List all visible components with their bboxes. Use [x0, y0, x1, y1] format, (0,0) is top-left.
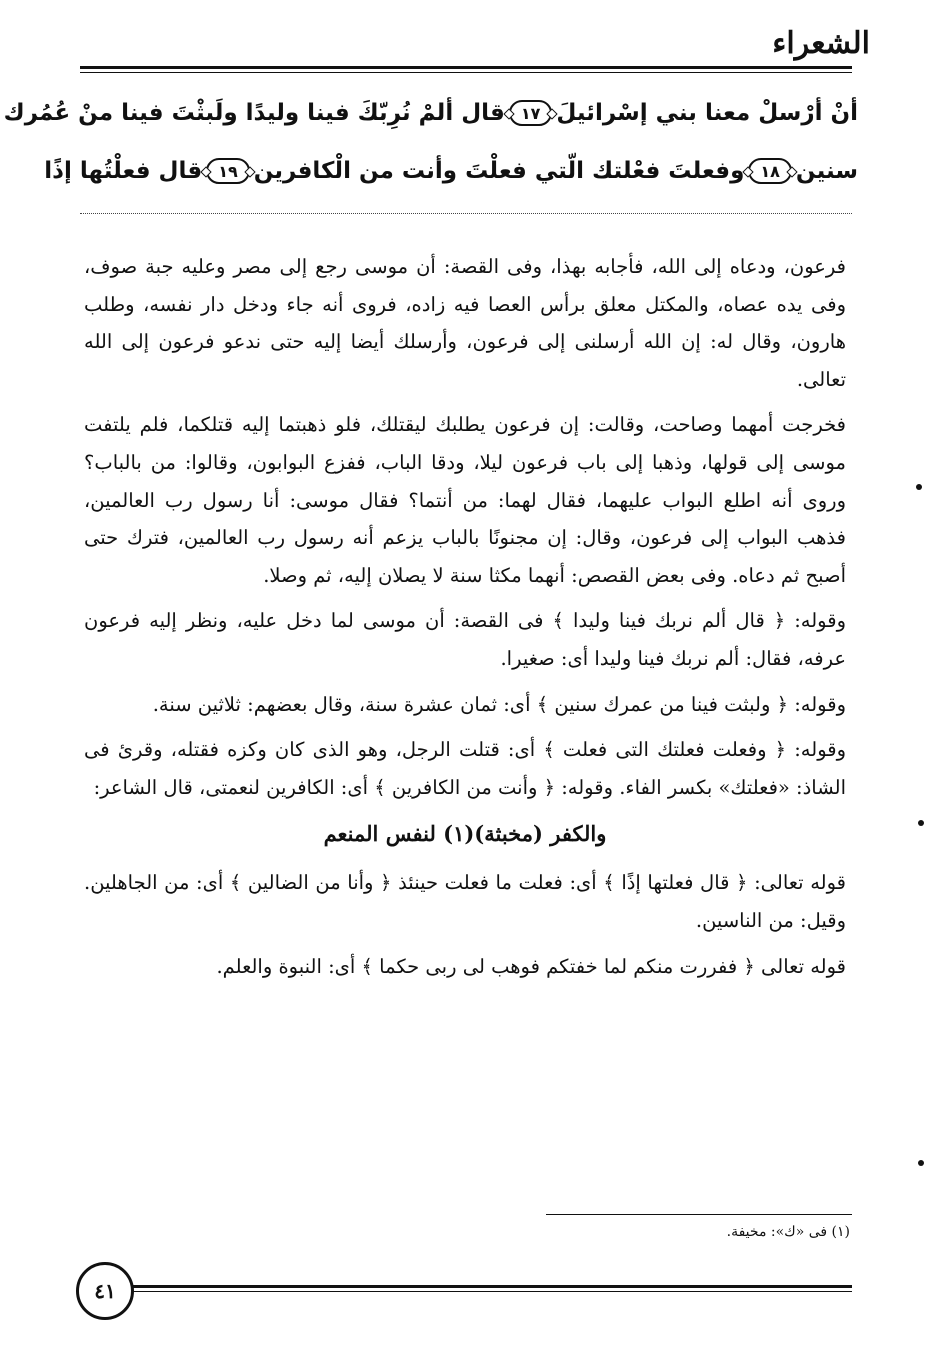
- quran-text: قال فعلْتُها إذًا: [44, 158, 203, 184]
- commentary-paragraph: وقوله: ﴿ قال ألم نربك فينا وليدا ﴾ فى القصة: أن موسى لما دخل عليه، ونظر إليه فرعون عرفه، فقال: ألم نربك فينا وليدا أى: صغيرا.: [84, 609, 846, 670]
- footer-double-rule: [130, 1285, 852, 1292]
- poetry-verse: والكفر (مخبثة)(١) لنفس المنعم: [323, 821, 607, 847]
- surah-title: الشعراء: [772, 26, 870, 61]
- quran-line-2: [44, 142, 858, 200]
- footnote: (١) فى «ك»: مخيفة.: [726, 1224, 850, 1240]
- footnote-rule: [546, 1214, 852, 1215]
- ayah-number-marker: ١٨: [748, 158, 792, 184]
- quran-text-block: [3, 84, 858, 200]
- margin-mark: [918, 1160, 924, 1166]
- quran-text: قال ألمْ نُرِبّكَ فينا وليدًا ولَبثْتَ فينا منْ عُمُرك: [3, 100, 505, 126]
- commentary-paragraph: وقوله: ﴿ ولبثت فينا من عمرك سنين ﴾ أى: ثمان عشرة سنة، وقال بعضهم: ثلاثين سنة.: [152, 692, 846, 716]
- ayah-number-marker: ١٩: [206, 158, 250, 184]
- commentary-paragraph: قوله تعالى ﴿ ففررت منكم لما خفتكم فوهب لى ربى حكما ﴾ أى: النبوة والعلم.: [216, 954, 846, 978]
- header-double-rule: [80, 66, 852, 73]
- commentary-block: [84, 248, 846, 993]
- quran-text: أنْ أرْسلْ معنا بني إسْرائيلَ: [556, 100, 858, 126]
- ayah-number-marker: ١٧: [509, 100, 553, 126]
- margin-mark: [916, 484, 922, 490]
- commentary-paragraph: وقوله: ﴿ وفعلت فعلتك التى فعلت ﴾ أى: قتلت الرجل، وهو الذى كان وكزه فقتله، وقرئ فى الشاذ: «فعلتك» بكسر الفاء. وقوله: ﴿ وأنت من الكافرين ﴾ أى: الكافرين لنعمتى، قال الشاعر:: [84, 738, 846, 799]
- dotted-separator: [80, 213, 852, 214]
- margin-mark: [918, 820, 924, 826]
- quran-text: وفعلتَ فعْلتك الّتي فعلْتَ وأنت من الْكافرين: [253, 158, 745, 184]
- commentary-paragraph: فرعون، ودعاه إلى الله، فأجابه بهذا، وفى القصة: أن موسى رجع إلى مصر وعليه جبة صوف، وفى يده عصاه، والمكتل معلق برأس العصا فيه زاده، فروى أنه جاء ودخل دار نفسه، وطلب هارون، وقال له: إن الله أرسلنى إلى فرعون، وأرسلك أيضا إليه حتى ندعو فرعون إلى الله تعالى.: [84, 255, 847, 391]
- commentary-paragraph: فخرجت أمهما وصاحت، وقالت: إن فرعون يطلبك ليقتلك، فلو ذهبتما إليه قتلكما، فلم يلتفت موسى إلى قولها، وذهبا إلى باب فرعون ليلا، ودقا الباب، ففزع البوابون، وقالوا: من بالباب؟ وروى أنه اطلع البواب عليهما، فقال لهما: من أنتما؟ فقال موسى: أنا رسول رب العالمين، فذهب البواب إلى فرعون، وقال: إن مجنونًا بالباب يزعم أنه رسول رب العالمين، فترك حتى أصبح ثم دعاه. وفى بعض القصص: أنهما مكثا سنة لا يصلان إليه، ثم وصلا.: [84, 413, 846, 587]
- commentary-paragraph: قوله تعالى: ﴿ قال فعلتها إذًا ﴾ أى: فعلت ما فعلت حينئذ ﴿ وأنا من الضالين ﴾ أى: من الجاهلين. وقيل: من الناسين.: [84, 871, 846, 932]
- quran-line-1: [3, 84, 858, 142]
- quran-text: سنين: [795, 158, 858, 184]
- page-number: ٤١: [76, 1262, 134, 1320]
